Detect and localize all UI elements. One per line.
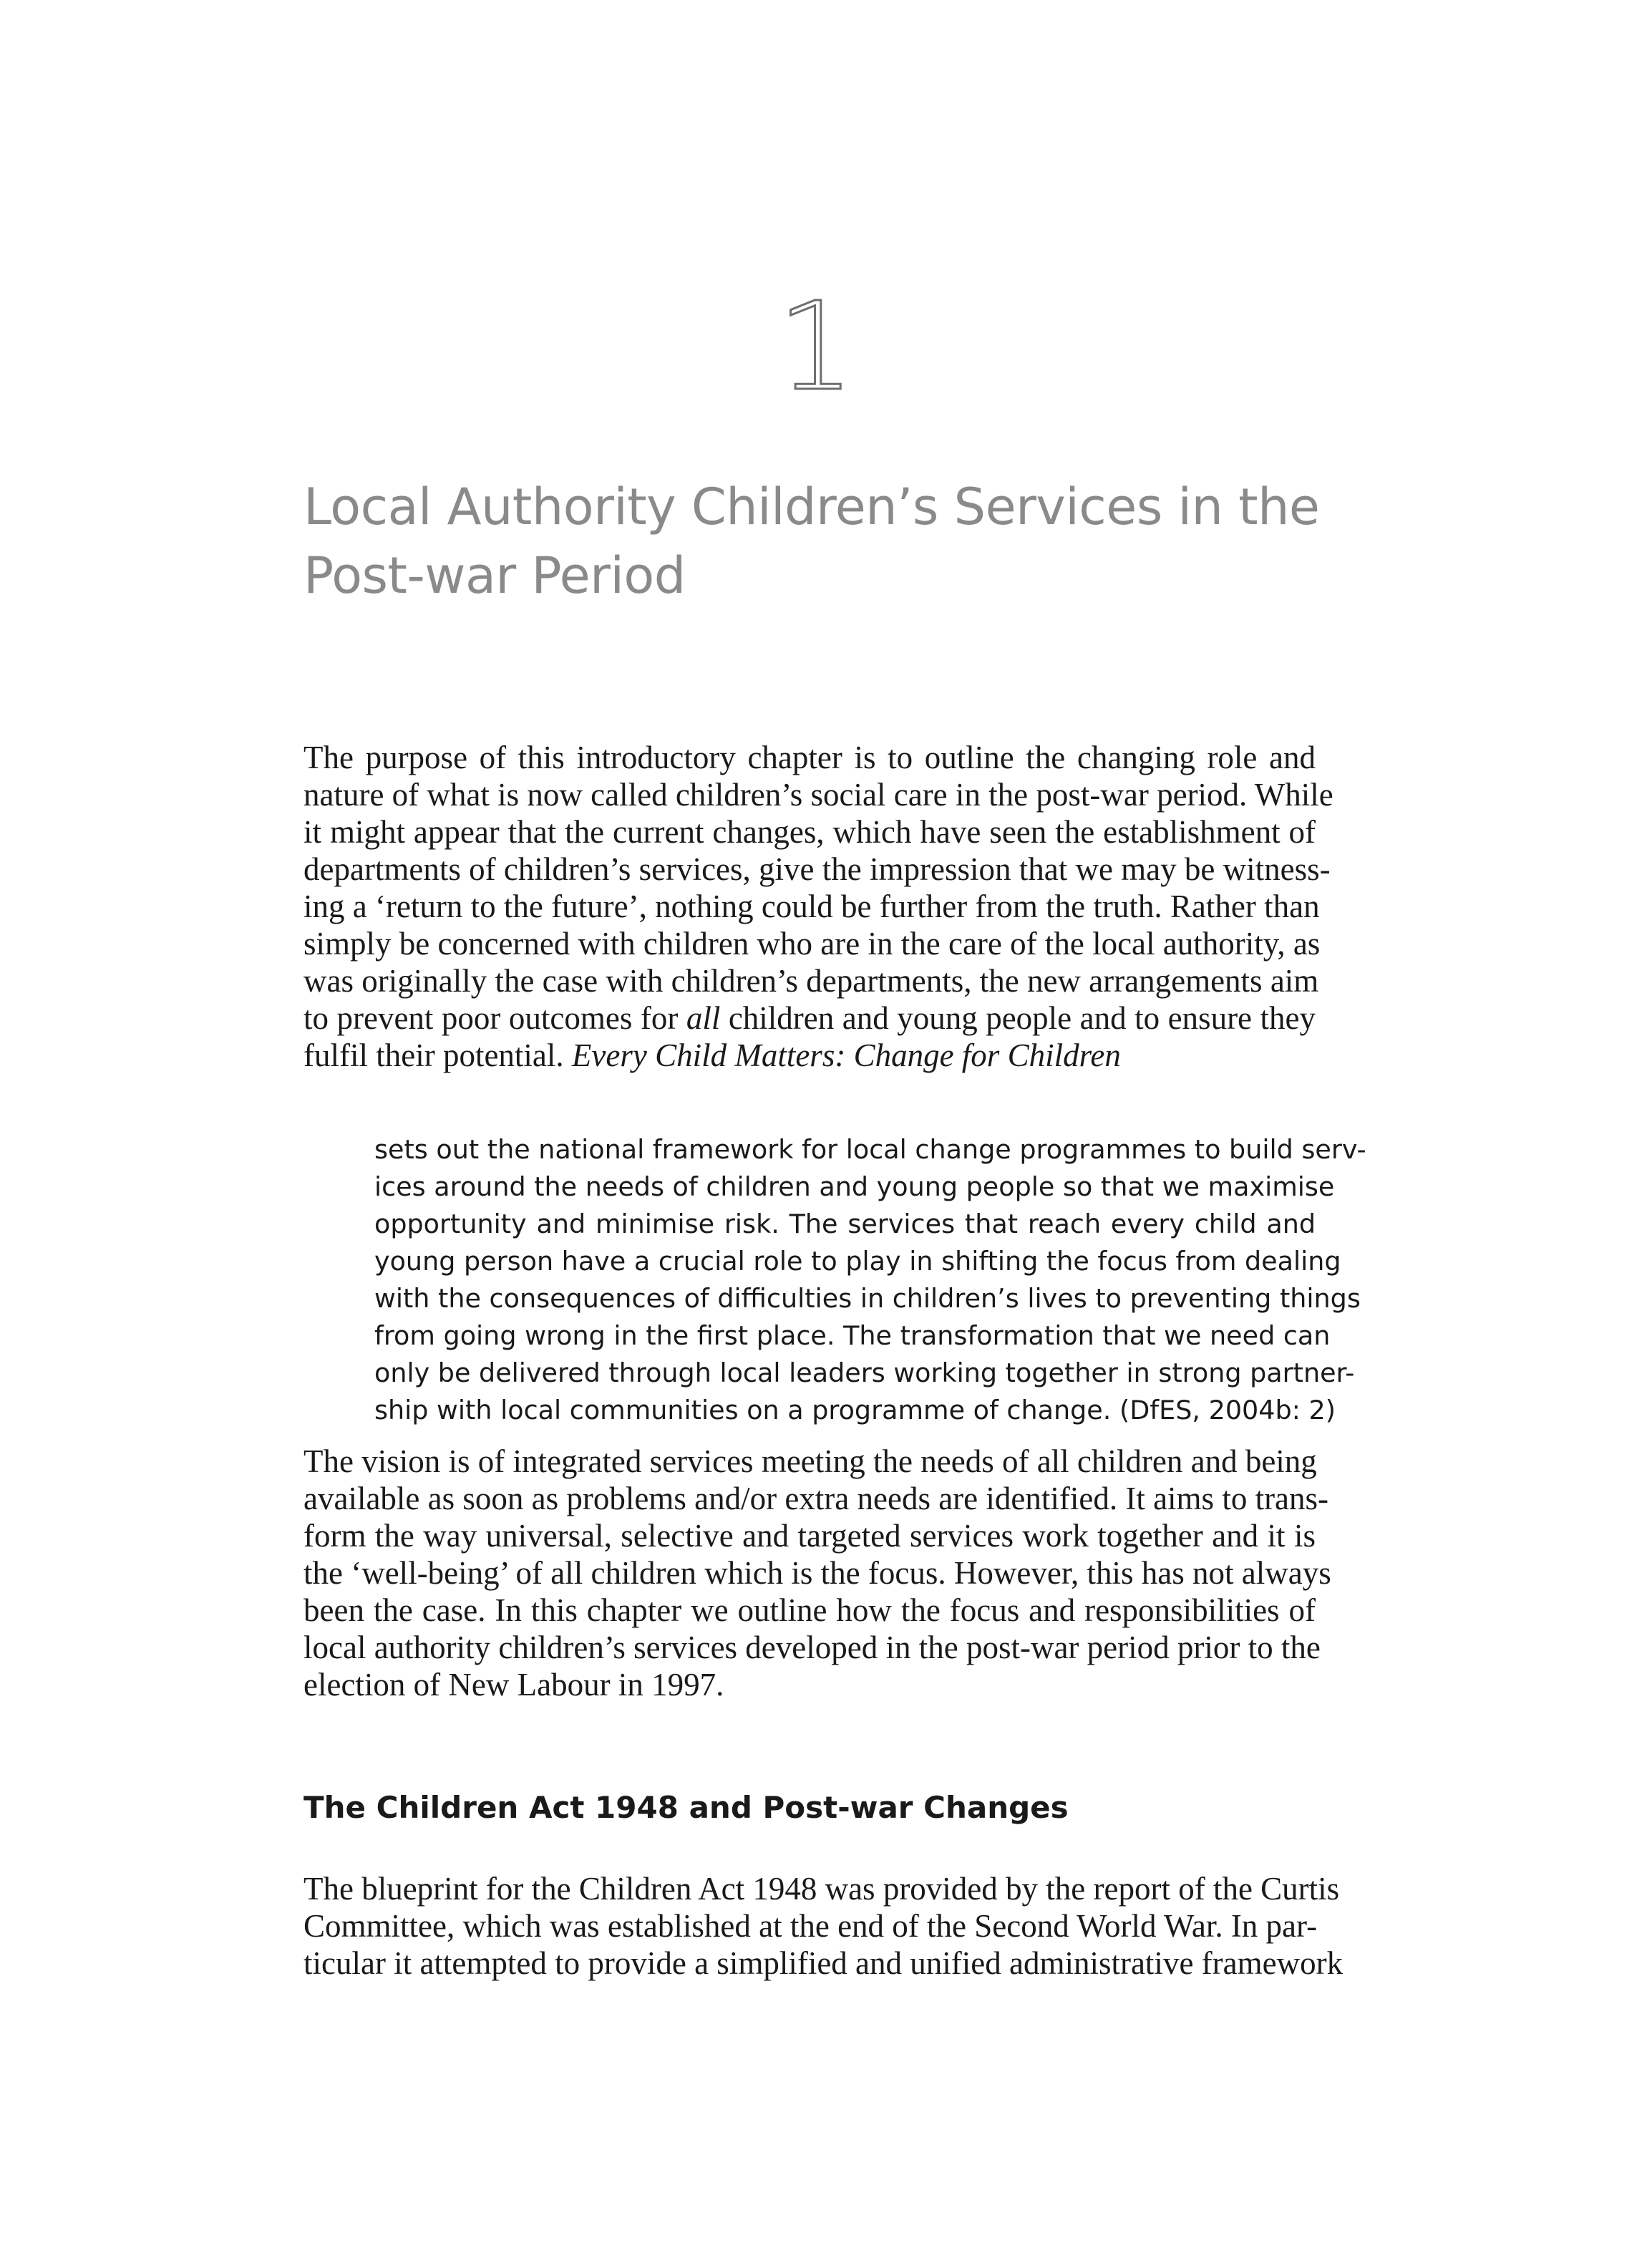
chapter-number: 1: [777, 276, 855, 418]
quote-line: young person have a crucial role to play in shifting the focus from dealing: [374, 1246, 1341, 1277]
emphasis-all: all: [686, 1000, 721, 1036]
intro-line: nature of what is now called children’s social care in the post-war period. While: [303, 777, 1333, 813]
intro-line: departments of children’s services, give the impression that we may be witness-: [303, 851, 1331, 887]
quote-line: from going wrong in the first place. The transformation that we need can: [374, 1320, 1331, 1351]
vision-line: form the way universal, selective and targeted services work together and it is: [303, 1518, 1316, 1554]
intro-text: fulfil their potential.: [303, 1037, 572, 1073]
section-heading: The Children Act 1948 and Post-war Changes: [303, 1790, 1069, 1825]
chapter-title: [303, 473, 1334, 610]
vision-line: been the case. In this chapter we outline how the focus and responsibilities of: [303, 1592, 1316, 1628]
quote-line: ices around the needs of children and young people so that we maximise: [374, 1171, 1335, 1202]
section-paragraph: [303, 1870, 1344, 1982]
section-line: ticular it attempted to provide a simplified and unified administrative framework: [303, 1945, 1344, 1981]
intro-text: children and young people and to ensure they: [720, 1000, 1316, 1036]
quote-line: sets out the national framework for local change programmes to build serv-: [374, 1134, 1366, 1165]
quote-line: only be delivered through local leaders working together in strong partner-: [374, 1357, 1355, 1388]
quote-line: with the consequences of difficulties in children’s lives to preventing things: [374, 1283, 1361, 1314]
intro-line: was originally the case with children’s departments, the new arrangements aim: [303, 963, 1319, 999]
intro-text: to prevent poor outcomes for: [303, 1000, 686, 1036]
vision-line: the ‘well-being’ of all children which is the focus. However, this has not always: [303, 1555, 1331, 1591]
chapter-title-line: Local Authority Children’s Services in the: [303, 478, 1320, 536]
intro-line-emphasis: [303, 999, 1316, 1037]
intro-line: it might appear that the current changes, which have seen the establishment of: [303, 814, 1316, 850]
report-title: Every Child Matters: Change for Children: [571, 1037, 1121, 1073]
block-quote: [374, 1131, 1366, 1429]
section-line: Committee, which was established at the end of the Second World War. In par-: [303, 1908, 1318, 1944]
chapter-title-line: Post-war Period: [303, 546, 686, 605]
vision-line: election of New Labour in 1997.: [303, 1667, 724, 1703]
vision-line: available as soon as problems and/or extra needs are identified. It aims to trans-: [303, 1481, 1329, 1516]
intro-line: ing a ‘return to the future’, nothing could be further from the truth. Rather than: [303, 889, 1320, 924]
vision-paragraph: [303, 1443, 1331, 1703]
vision-line: local authority children’s services developed in the post-war period prior to the: [303, 1630, 1321, 1665]
section-line: The blueprint for the Children Act 1948 was provided by the report of the Curtis: [303, 1871, 1340, 1907]
intro-line: simply be concerned with children who are in the care of the local authority, as: [303, 926, 1321, 962]
intro-paragraph: [303, 739, 1333, 1074]
quote-line: opportunity and minimise risk. The services that reach every child and: [374, 1209, 1316, 1239]
intro-line-citation: [303, 1037, 1316, 1074]
intro-line: The purpose of this introductory chapter is to outline the changing role and: [303, 740, 1316, 775]
quote-line: ship with local communities on a programme of change. (DfES, 2004b: 2): [374, 1395, 1336, 1425]
vision-line: The vision is of integrated services meeting the needs of all children and being: [303, 1443, 1317, 1479]
